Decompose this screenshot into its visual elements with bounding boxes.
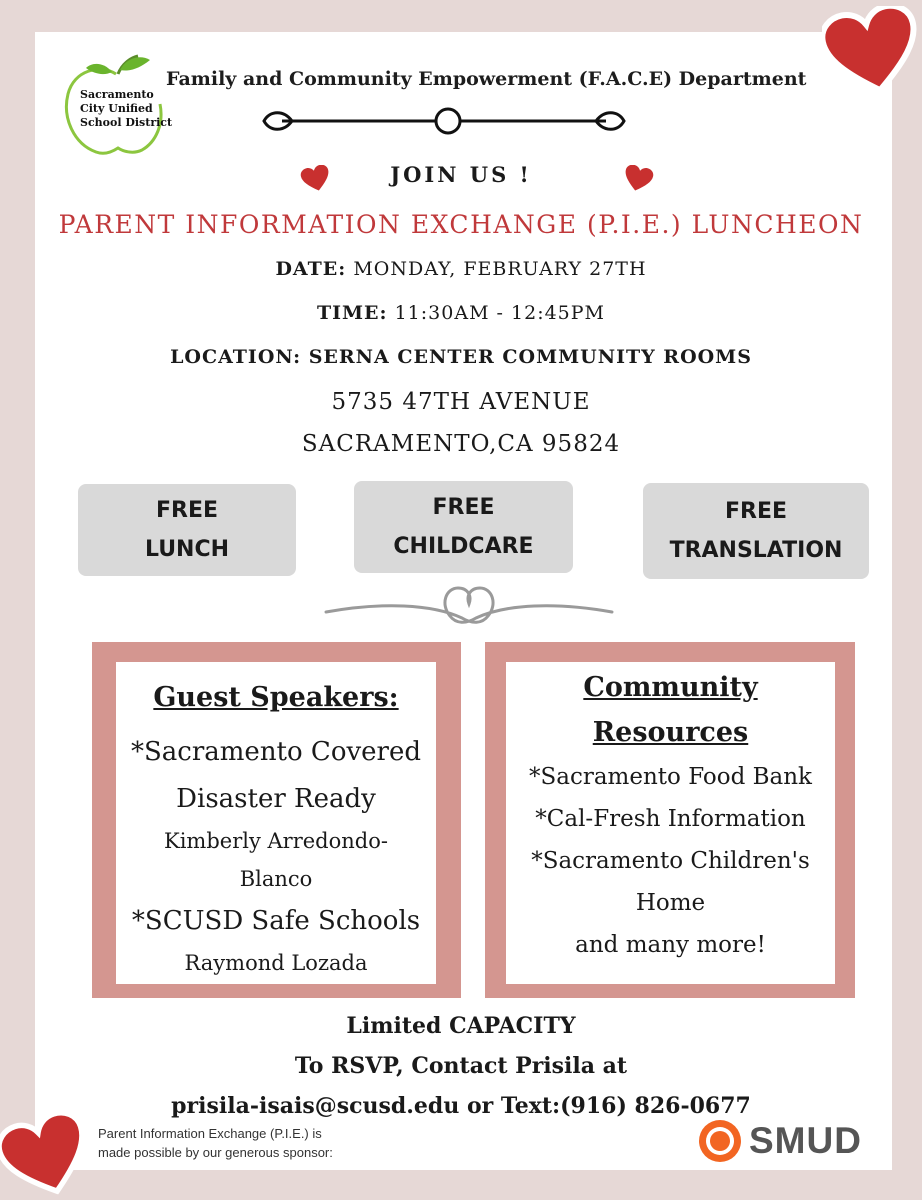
speaker-name: Blanco <box>239 867 313 891</box>
resource-item: *Sacramento Children's <box>531 848 810 874</box>
badge-line: FREE <box>724 499 788 524</box>
contact-line: prisila-isais@scusd.edu or Text:(916) 826-0677 <box>171 1093 751 1119</box>
event-date <box>0 258 922 280</box>
badge-line: FREE <box>432 495 495 520</box>
heart-icon-top-right <box>822 6 922 98</box>
address-line-1: 5735 47TH AVENUE <box>331 389 591 415</box>
date-label: DATE: <box>275 258 347 280</box>
sponsor-line: made possible by our generous sponsor: <box>98 1145 333 1160</box>
sponsor-line: Parent Information Exchange (P.I.E.) is <box>98 1126 322 1141</box>
badge-line: TRANSLATION <box>669 538 843 563</box>
smud-logo <box>697 1118 897 1166</box>
community-resources-panel <box>485 642 855 998</box>
speaker-item: *Sacramento Covered <box>130 737 422 767</box>
date-value: MONDAY, FEBRUARY 27TH <box>346 258 647 280</box>
time-value: 11:30AM - 12:45PM <box>387 302 606 324</box>
heart-icon-bottom-left <box>0 1114 92 1200</box>
badge-line: FREE <box>155 498 219 523</box>
guest-speakers-heading: Guest Speakers: <box>153 682 399 713</box>
rsvp-line: To RSVP, Contact Prisila at <box>294 1053 628 1079</box>
free-translation-badge <box>643 483 869 579</box>
smud-wordmark: SMUD <box>749 1120 862 1161</box>
badge-line: CHILDCARE <box>393 534 534 559</box>
event-time <box>0 302 922 324</box>
event-title: PARENT INFORMATION EXCHANGE (P.I.E.) LUNCHEON <box>58 210 864 239</box>
guest-speakers-panel <box>92 642 461 998</box>
resource-item: and many more! <box>575 932 766 958</box>
address-line-2: SACRAMENTO,CA 95824 <box>301 431 621 457</box>
resource-item: Home <box>635 890 706 916</box>
school-district-logo <box>60 52 180 162</box>
logo-line: City Unified <box>80 102 153 115</box>
community-resources-content <box>506 662 835 984</box>
badge-line: LUNCH <box>144 537 230 562</box>
department-title: Family and Community Empowerment (F.A.C.E) Department <box>166 68 807 90</box>
resources-heading-line2: Resources <box>592 717 749 748</box>
smud-sun-icon <box>697 1118 743 1164</box>
logo-line: Sacramento <box>80 88 154 101</box>
guest-speakers-content <box>116 662 436 984</box>
resources-heading-line1: Community <box>583 672 758 703</box>
resource-item: *Cal-Fresh Information <box>535 806 806 832</box>
logo-line: School District <box>80 116 173 129</box>
speaker-name: Kimberly Arredondo- <box>164 829 388 853</box>
sponsor-note <box>98 1124 418 1162</box>
logo-text <box>80 88 172 130</box>
resource-item: *Sacramento Food Bank <box>529 764 812 790</box>
speaker-item: Disaster Ready <box>176 784 376 814</box>
join-us-heading: JOIN US ! <box>390 162 532 187</box>
ornament-divider <box>262 104 626 138</box>
heart-swirl-divider <box>322 578 616 630</box>
free-childcare-badge <box>354 481 573 573</box>
free-lunch-badge <box>78 484 296 576</box>
speaker-name: Raymond Lozada <box>184 951 368 975</box>
rsvp-footer <box>0 1006 922 1126</box>
capacity-notice: Limited CAPACITY <box>346 1013 576 1039</box>
speaker-item: *SCUSD Safe Schools <box>131 906 421 936</box>
time-label: TIME: <box>316 302 388 324</box>
event-location: LOCATION: SERNA CENTER COMMUNITY ROOMS <box>170 346 752 368</box>
